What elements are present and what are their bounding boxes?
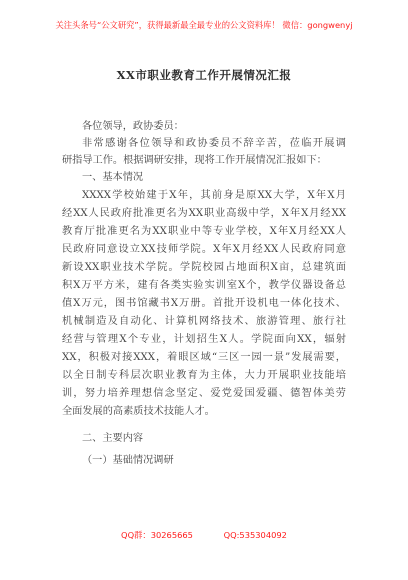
paragraph-line: 值X万元，图书馆藏书X万册。首批开设机电一体化技术、 <box>62 298 346 309</box>
paragraph-line: 积X万平方米，建有各类实验实训室X个，教学仪器设备总 <box>62 280 346 291</box>
paragraph-line: 经营与管理X个专业，计划招生X人。学院面向XX，辐射 <box>62 334 346 345</box>
paragraph-line: 教育厅批准更名为XX职业中等专业学校，X年X月经XX人 <box>62 226 346 237</box>
document-title: XX市职业教育工作开展情况汇报 <box>116 68 292 82</box>
salutation: 各位领导，政协委员： <box>82 121 184 132</box>
paragraph-line: 训，努力培养理想信念坚定、爱党爱国爱疆、德智体美劳 <box>62 388 346 399</box>
paragraph-line: 新设XX职业技术学院。学院校园占地面积X亩，总建筑面 <box>62 262 346 273</box>
qq-number: QQ:535304092 <box>223 530 287 540</box>
subsection-heading: （一）基础情况调研 <box>82 455 174 466</box>
paragraph-line: XXXX学校始建于X年，其前身是原XX大学，X年X月 <box>82 190 346 201</box>
section2-heading: 二、主要内容 <box>82 433 144 444</box>
paragraph-line: 全面发展的高素质技术技能人才。 <box>62 406 215 417</box>
intro-line: 非常感谢各位领导和政协委员不辞辛苦，莅临开展调 <box>82 138 346 149</box>
paragraph-line: 以全日制专科层次职业教育为主体，大力开展职业技能培 <box>62 370 346 381</box>
header-banner: 关注头条号“公文研究”，获得最新最全最专业的公文资料库！ 微信：gongwenyj <box>55 20 353 30</box>
intro-line: 研指导工作。根据调研安排，现将工作开展情况汇报如下： <box>62 155 327 166</box>
paragraph-line: 经XX人民政府批准更名为XX职业高级中学，X年X月经XX <box>62 208 346 219</box>
footer-contact <box>0 529 408 541</box>
paragraph-line: XX，积极对接XXX，着眼区域“三区一园一景”发展需要， <box>62 352 346 363</box>
section1-heading: 一、基本情况 <box>82 172 144 183</box>
qq-group-number: QQ群：30265665 <box>121 530 193 540</box>
paragraph-line: 机械制造及自动化、计算机网络技术、旅游管理、旅行社 <box>62 316 346 327</box>
paragraph-line: 民政府同意设立XX技师学院。X年X月经XX人民政府同意 <box>62 244 346 255</box>
